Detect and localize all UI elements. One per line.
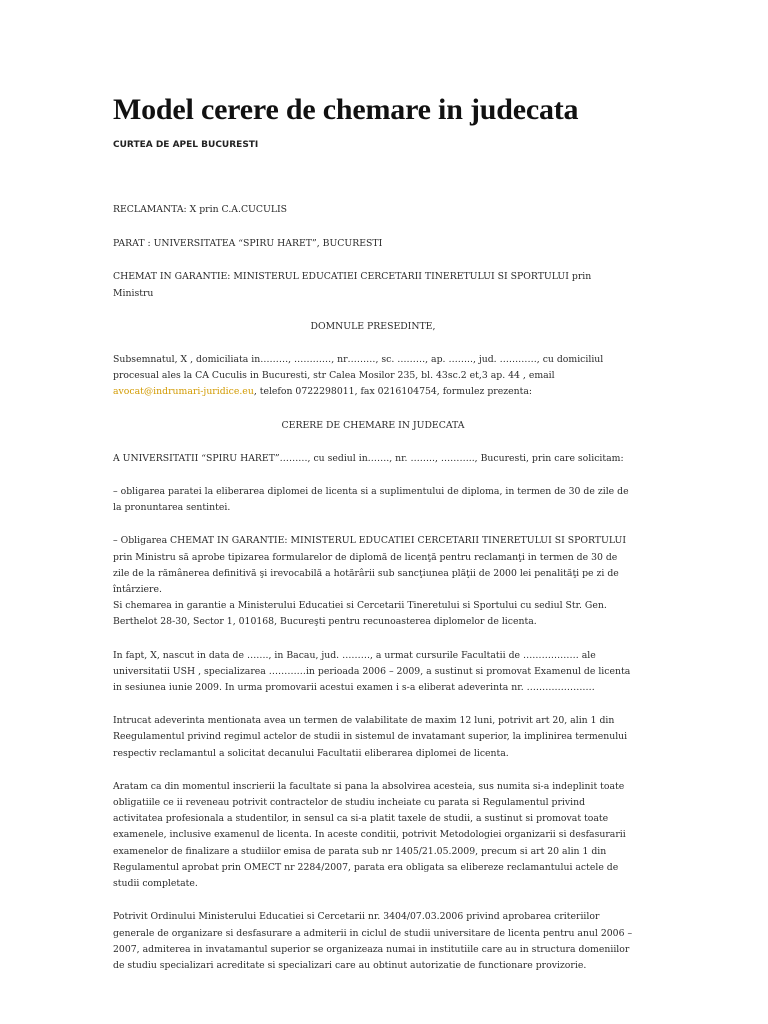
aratam-paragraph: Aratam ca din momentul inscrierii la facultate si pana la absolvirea acesteia, sus numita si-a indeplinit toate obligatiile ce ii reveneau potrivit contractelor de studiu incheiate cu parata si Regulamentul privind activitatea profesionala a studentilor, in sensul ca si-a platit taxele de studii, a sustinut si promovat toate examenele, inclusive examenul de licenta. In aceste conditii, potrivit Metodologiei organizarii si desfasurarii examenelor de finalizare a studiilor emisa de parata sub nr 1405/21.05.2009, precum si art 20 alin 1 din Regulamentul aprobat prin OMECT nr 2284/2007, parata era obligata sa elibereze reclamantului actele de studii completate. <box>113 780 626 890</box>
parat-line: PARAT : UNIVERSITATEA “SPIRU HARET”, BUCURESTI <box>113 238 383 250</box>
chemat-line: CHEMAT IN GARANTIE: MINISTERUL EDUCATIEI CERCETARII TINERETULUI SI SPORTULUI prin Ministru <box>113 271 592 299</box>
cerere-heading: CERERE DE CHEMARE IN JUDECATA <box>281 419 465 431</box>
obligarea-paragraph-1: – obligarea paratei la eliberarea diplomei de licenta si a suplimentului de diploma, in termen de 30 de zile de la pronuntarea sentintei. <box>113 486 629 514</box>
domnule-heading: DOMNULE PRESEDINTE, <box>310 320 436 332</box>
intrucat-paragraph: Intrucat adeverinta mentionata avea un termen de valabilitate de maxim 12 luni, potrivit art 20, alin 1 din Reegulamentul privind regimul actelor de studii in sistemul de invatamant superior, la implinirea termenului respectiv reclamantul a solicitat decanului Facultatii eliberarea diplomei de licenta. <box>113 715 628 759</box>
page-title: Model cerere de chemare in judecata <box>113 93 579 126</box>
subsemnatul-text: Subsemnatul, X , domiciliata in………, …………, nr………, sc. ………, ap. …….., jud. …………, cu domiciliul procesual ales la CA Cuculis in Bucuresti, str Calea Mosilor 235, bl. 43sc.2 et,3 ap. 44 , email <box>113 354 604 382</box>
in-fapt-paragraph: In fapt, X, nascut in data de ……., in Bacau, jud. ………, a urmat cursurile Facultatii de ……………… ale universitatii USH , specializarea …………in perioada 2006 – 2009, a sustinut si promovat Examenul de licenta in sesiunea iunie 2009. In urma promovarii acestui examen i s-a eliberat adeverinta nr. …………………. <box>113 649 631 694</box>
subsemnatul-text-end: , telefon 0722298011, fax 0216104754, formulez prezenta: <box>253 386 533 398</box>
court-name: CURTEA DE APEL BUCURESTI <box>113 140 259 150</box>
universitatii-paragraph: A UNIVERSITATII “SPIRU HARET”………, cu sediul in……., nr. …….., ……….., Bucuresti, prin care solicitam: <box>113 452 624 464</box>
subsemnatul-paragraph <box>113 352 633 401</box>
potrivit-paragraph: Potrivit Ordinului Ministerului Educatiei si Cercetarii nr. 3404/07.03.2006 privind aprobarea criteriilor generale de organizare si desfasurare a admiterii in ciclul de studii universitare de licenta pentru anul 2006 – 2007, admiterea in invatamantul superior se organizeaza numai in institutiile care au in structura domeniilor de studiu specializari acreditate si specializari care au obtinut autorizatie de functionare provizorie. <box>113 911 633 971</box>
chemarea-paragraph: Si chemarea in garantie a Ministerului Educatiei si Cercetarii Tineretului si Sportului cu sediul Str. Gen. Berthelot 28-30, Sector 1, 010168, Bucureşti pentru recunoasterea diplomelor de licenta. <box>113 600 607 628</box>
document-page <box>113 90 633 974</box>
reclamanta-line: RECLAMANTA: X prin C.A.CUCULIS <box>113 204 288 215</box>
obligarea-paragraph-2: – Obligarea CHEMAT IN GARANTIE: MINISTERUL EDUCATIEI CERCETARII TINERETULUI SI SPORTULUI prin Ministru să aprobe tipizarea formularelor de diplomă de licenţă pentru reclamanţi in termen de 30 de zile de la rămânerea definitivă şi irevocabilă a hotărârii sub sancţiunea plăţii de 2000 lei penalităţi pe zi de întârziere. <box>113 535 626 596</box>
email-link[interactable]: avocat@indrumari-juridice.eu <box>113 386 254 398</box>
